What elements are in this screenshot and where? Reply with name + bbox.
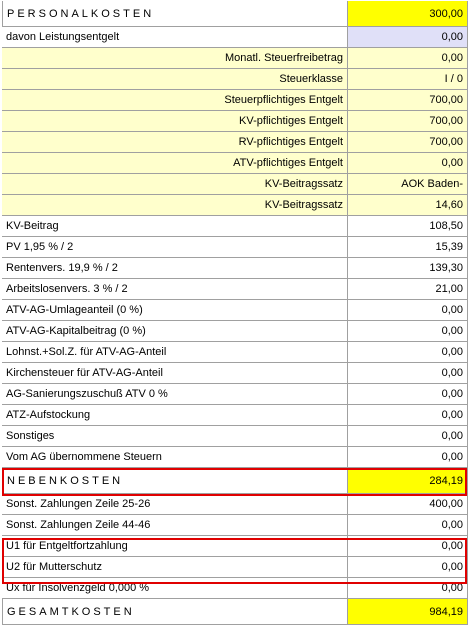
kv-beitragssatz-row-value[interactable]: 14,60	[348, 195, 468, 216]
steuerfreibetrag-row-value[interactable]: 0,00	[348, 48, 468, 69]
gesamtkosten-row-value[interactable]: 984,19	[348, 599, 468, 625]
sonstiges-row-value[interactable]: 0,00	[348, 426, 468, 447]
ag-sanierungszuschuss-row	[0, 384, 474, 405]
sonst-zahlungen-44-46-row-label[interactable]: Sonst. Zahlungen Zeile 44-46	[2, 515, 348, 536]
steuerpflichtiges-entgelt-row-value[interactable]: 700,00	[348, 90, 468, 111]
kirchensteuer-row-label[interactable]: Kirchensteuer für ATV-AG-Anteil	[2, 363, 348, 384]
ag-steuern-row	[0, 447, 474, 468]
rv-pflichtiges-entgelt-row-value[interactable]: 700,00	[348, 132, 468, 153]
sonst-zahlungen-44-46-row-value[interactable]: 0,00	[348, 515, 468, 536]
nebenkosten-row-value[interactable]: 284,19	[348, 468, 468, 494]
ux-row-value[interactable]: 0,00	[348, 578, 468, 599]
personalkosten-row-label[interactable]: PERSONALKOSTEN	[2, 1, 348, 27]
kv-beitrag-row-label[interactable]: KV-Beitrag	[2, 216, 348, 237]
steuerpflichtiges-entgelt-row-label[interactable]: Steuerpflichtiges Entgelt	[2, 90, 348, 111]
atv-pflichtiges-entgelt-row	[0, 153, 474, 174]
ag-sanierungszuschuss-row-label[interactable]: AG-Sanierungszuschuß ATV 0 %	[2, 384, 348, 405]
rv-pflichtiges-entgelt-row	[0, 132, 474, 153]
kv-pflichtiges-entgelt-row-value[interactable]: 700,00	[348, 111, 468, 132]
sonstiges-row-label[interactable]: Sonstiges	[2, 426, 348, 447]
atv-ag-umlageanteil-row-label[interactable]: ATV-AG-Umlageanteil (0 %)	[2, 300, 348, 321]
atv-ag-kapitalbeitrag-row	[0, 321, 474, 342]
leistungsentgelt-row-value[interactable]: 0,00	[348, 27, 468, 48]
kv-beitrag-row-value[interactable]: 108,50	[348, 216, 468, 237]
steuerklasse-row-label[interactable]: Steuerklasse	[2, 69, 348, 90]
gesamtkosten-row	[0, 599, 474, 625]
nebenkosten-row	[0, 468, 474, 494]
u1-row	[0, 536, 474, 557]
pv-row-label[interactable]: PV 1,95 % / 2	[2, 237, 348, 258]
atz-aufstockung-row-value[interactable]: 0,00	[348, 405, 468, 426]
rentenvers-row-label[interactable]: Rentenvers. 19,9 % / 2	[2, 258, 348, 279]
atz-aufstockung-row-label[interactable]: ATZ-Aufstockung	[2, 405, 348, 426]
gesamtkosten-row-label[interactable]: GESAMTKOSTEN	[2, 599, 348, 625]
sonst-zahlungen-44-46-row	[0, 515, 474, 536]
u1-row-value[interactable]: 0,00	[348, 536, 468, 557]
atv-pflichtiges-entgelt-row-value[interactable]: 0,00	[348, 153, 468, 174]
pv-row	[0, 237, 474, 258]
rv-pflichtiges-entgelt-row-label[interactable]: RV-pflichtiges Entgelt	[2, 132, 348, 153]
rentenvers-row-value[interactable]: 139,30	[348, 258, 468, 279]
atv-pflichtiges-entgelt-row-label[interactable]: ATV-pflichtiges Entgelt	[2, 153, 348, 174]
leistungsentgelt-row	[0, 27, 474, 48]
lohnst-solz-row	[0, 342, 474, 363]
u2-row-value[interactable]: 0,00	[348, 557, 468, 578]
atv-ag-kapitalbeitrag-row-value[interactable]: 0,00	[348, 321, 468, 342]
ag-sanierungszuschuss-row-value[interactable]: 0,00	[348, 384, 468, 405]
kv-beitragssatz-kasse-row-label[interactable]: KV-Beitragssatz	[2, 174, 348, 195]
leistungsentgelt-row-label[interactable]: davon Leistungsentgelt	[2, 27, 348, 48]
personalkosten-row-value[interactable]: 300,00	[348, 1, 468, 27]
lohnst-solz-row-label[interactable]: Lohnst.+Sol.Z. für ATV-AG-Anteil	[2, 342, 348, 363]
sonst-zahlungen-25-26-row-label[interactable]: Sonst. Zahlungen Zeile 25-26	[2, 494, 348, 515]
kv-beitragssatz-row-label[interactable]: KV-Beitragssatz	[2, 195, 348, 216]
arbeitslosenvers-row	[0, 279, 474, 300]
nebenkosten-row-label[interactable]: NEBENKOSTEN	[2, 468, 348, 494]
atv-ag-umlageanteil-row-value[interactable]: 0,00	[348, 300, 468, 321]
kv-beitragssatz-kasse-row	[0, 174, 474, 195]
steuerfreibetrag-row	[0, 48, 474, 69]
ux-row	[0, 578, 474, 599]
arbeitslosenvers-row-label[interactable]: Arbeitslosenvers. 3 % / 2	[2, 279, 348, 300]
steuerfreibetrag-row-label[interactable]: Monatl. Steuerfreibetrag	[2, 48, 348, 69]
arbeitslosenvers-row-value[interactable]: 21,00	[348, 279, 468, 300]
rentenvers-row	[0, 258, 474, 279]
personalkosten-row	[0, 1, 474, 27]
kv-beitragssatz-kasse-row-value[interactable]: AOK Baden-	[348, 174, 468, 195]
kv-pflichtiges-entgelt-row-label[interactable]: KV-pflichtiges Entgelt	[2, 111, 348, 132]
steuerpflichtiges-entgelt-row	[0, 90, 474, 111]
kv-beitrag-row	[0, 216, 474, 237]
u1-row-label[interactable]: U1 für Entgeltfortzahlung	[2, 536, 348, 557]
atz-aufstockung-row	[0, 405, 474, 426]
kirchensteuer-row	[0, 363, 474, 384]
kv-pflichtiges-entgelt-row	[0, 111, 474, 132]
ux-row-label[interactable]: Ux für Insolvenzgeld 0,000 %	[2, 578, 348, 599]
atv-ag-kapitalbeitrag-row-label[interactable]: ATV-AG-Kapitalbeitrag (0 %)	[2, 321, 348, 342]
u2-row	[0, 557, 474, 578]
sonst-zahlungen-25-26-row	[0, 494, 474, 515]
pv-row-value[interactable]: 15,39	[348, 237, 468, 258]
kirchensteuer-row-value[interactable]: 0,00	[348, 363, 468, 384]
lohnst-solz-row-value[interactable]: 0,00	[348, 342, 468, 363]
steuerklasse-row-value[interactable]: I / 0	[348, 69, 468, 90]
sonstiges-row	[0, 426, 474, 447]
atv-ag-umlageanteil-row	[0, 300, 474, 321]
sonst-zahlungen-25-26-row-value[interactable]: 400,00	[348, 494, 468, 515]
kv-beitragssatz-row	[0, 195, 474, 216]
ag-steuern-row-label[interactable]: Vom AG übernommene Steuern	[2, 447, 348, 468]
steuerklasse-row	[0, 69, 474, 90]
ag-steuern-row-value[interactable]: 0,00	[348, 447, 468, 468]
u2-row-label[interactable]: U2 für Mutterschutz	[2, 557, 348, 578]
